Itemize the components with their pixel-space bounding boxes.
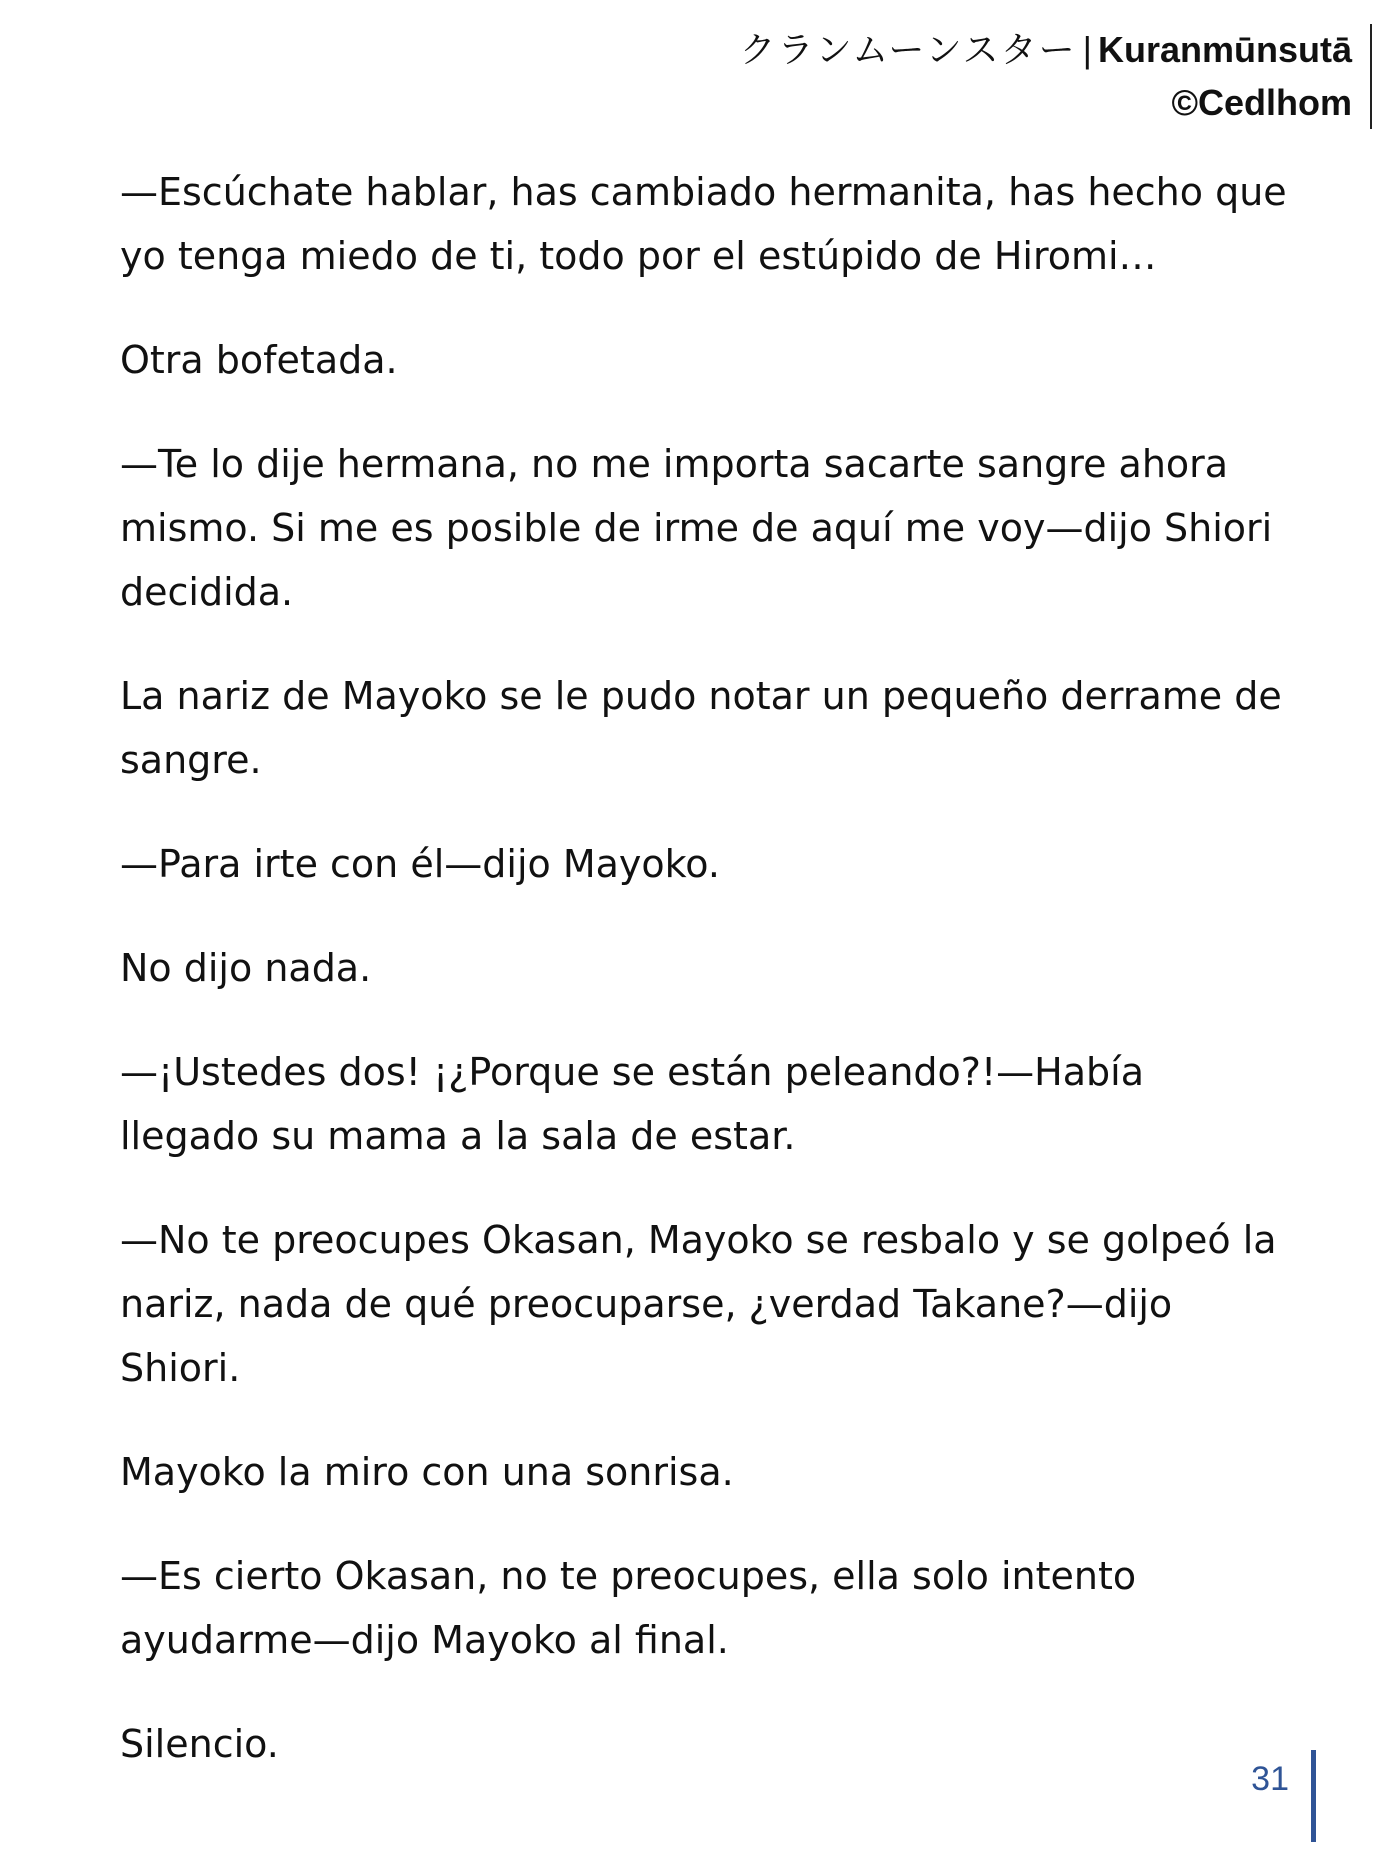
paragraph: La nariz de Mayoko se le pudo notar un pequeño derrame de sangre. — [120, 674, 1282, 782]
paragraph: —Escúchate hablar, has cambiado hermanita, has hecho que yo tenga miedo de ti, todo por el estúpido de Hiromi… — [120, 170, 1287, 278]
header-title-line — [740, 24, 1352, 77]
paragraph: —Te lo dije hermana, no me importa sacarte sangre ahora mismo. Si me es posible de irme de aquí me voy—dijo Shiori decidida. — [120, 442, 1273, 614]
page-header — [740, 24, 1372, 129]
page-number: 31 — [1251, 1760, 1289, 1798]
paragraph: Silencio. — [120, 1722, 279, 1766]
paragraph: —No te preocupes Okasan, Mayoko se resbalo y se golpeó la nariz, nada de qué preocuparse, ¿verdad Takane?—dijo Shiori. — [120, 1218, 1277, 1390]
paragraph: —Es cierto Okasan, no te preocupes, ella solo intento ayudarme—dijo Mayoko al final. — [120, 1554, 1137, 1662]
paragraph: No dijo nada. — [120, 946, 372, 990]
paragraph: —Para irte con él—dijo Mayoko. — [120, 842, 720, 886]
header-title-jp: クランムーンスター — [739, 30, 1077, 71]
page-footer — [1251, 1750, 1316, 1842]
header-title-romaji: Kuranmūnsutā — [1097, 29, 1352, 70]
paragraph: Otra bofetada. — [120, 338, 398, 382]
paragraph: Mayoko la miro con una sonrisa. — [120, 1450, 734, 1494]
header-separator: | — [1082, 29, 1092, 70]
header-copyright: ©Cedlhom — [1171, 82, 1352, 124]
body-text — [120, 160, 1290, 1816]
paragraph: —¡Ustedes dos! ¡¿Porque se están peleando?!—Había llegado su mama a la sala de estar. — [120, 1050, 1144, 1158]
